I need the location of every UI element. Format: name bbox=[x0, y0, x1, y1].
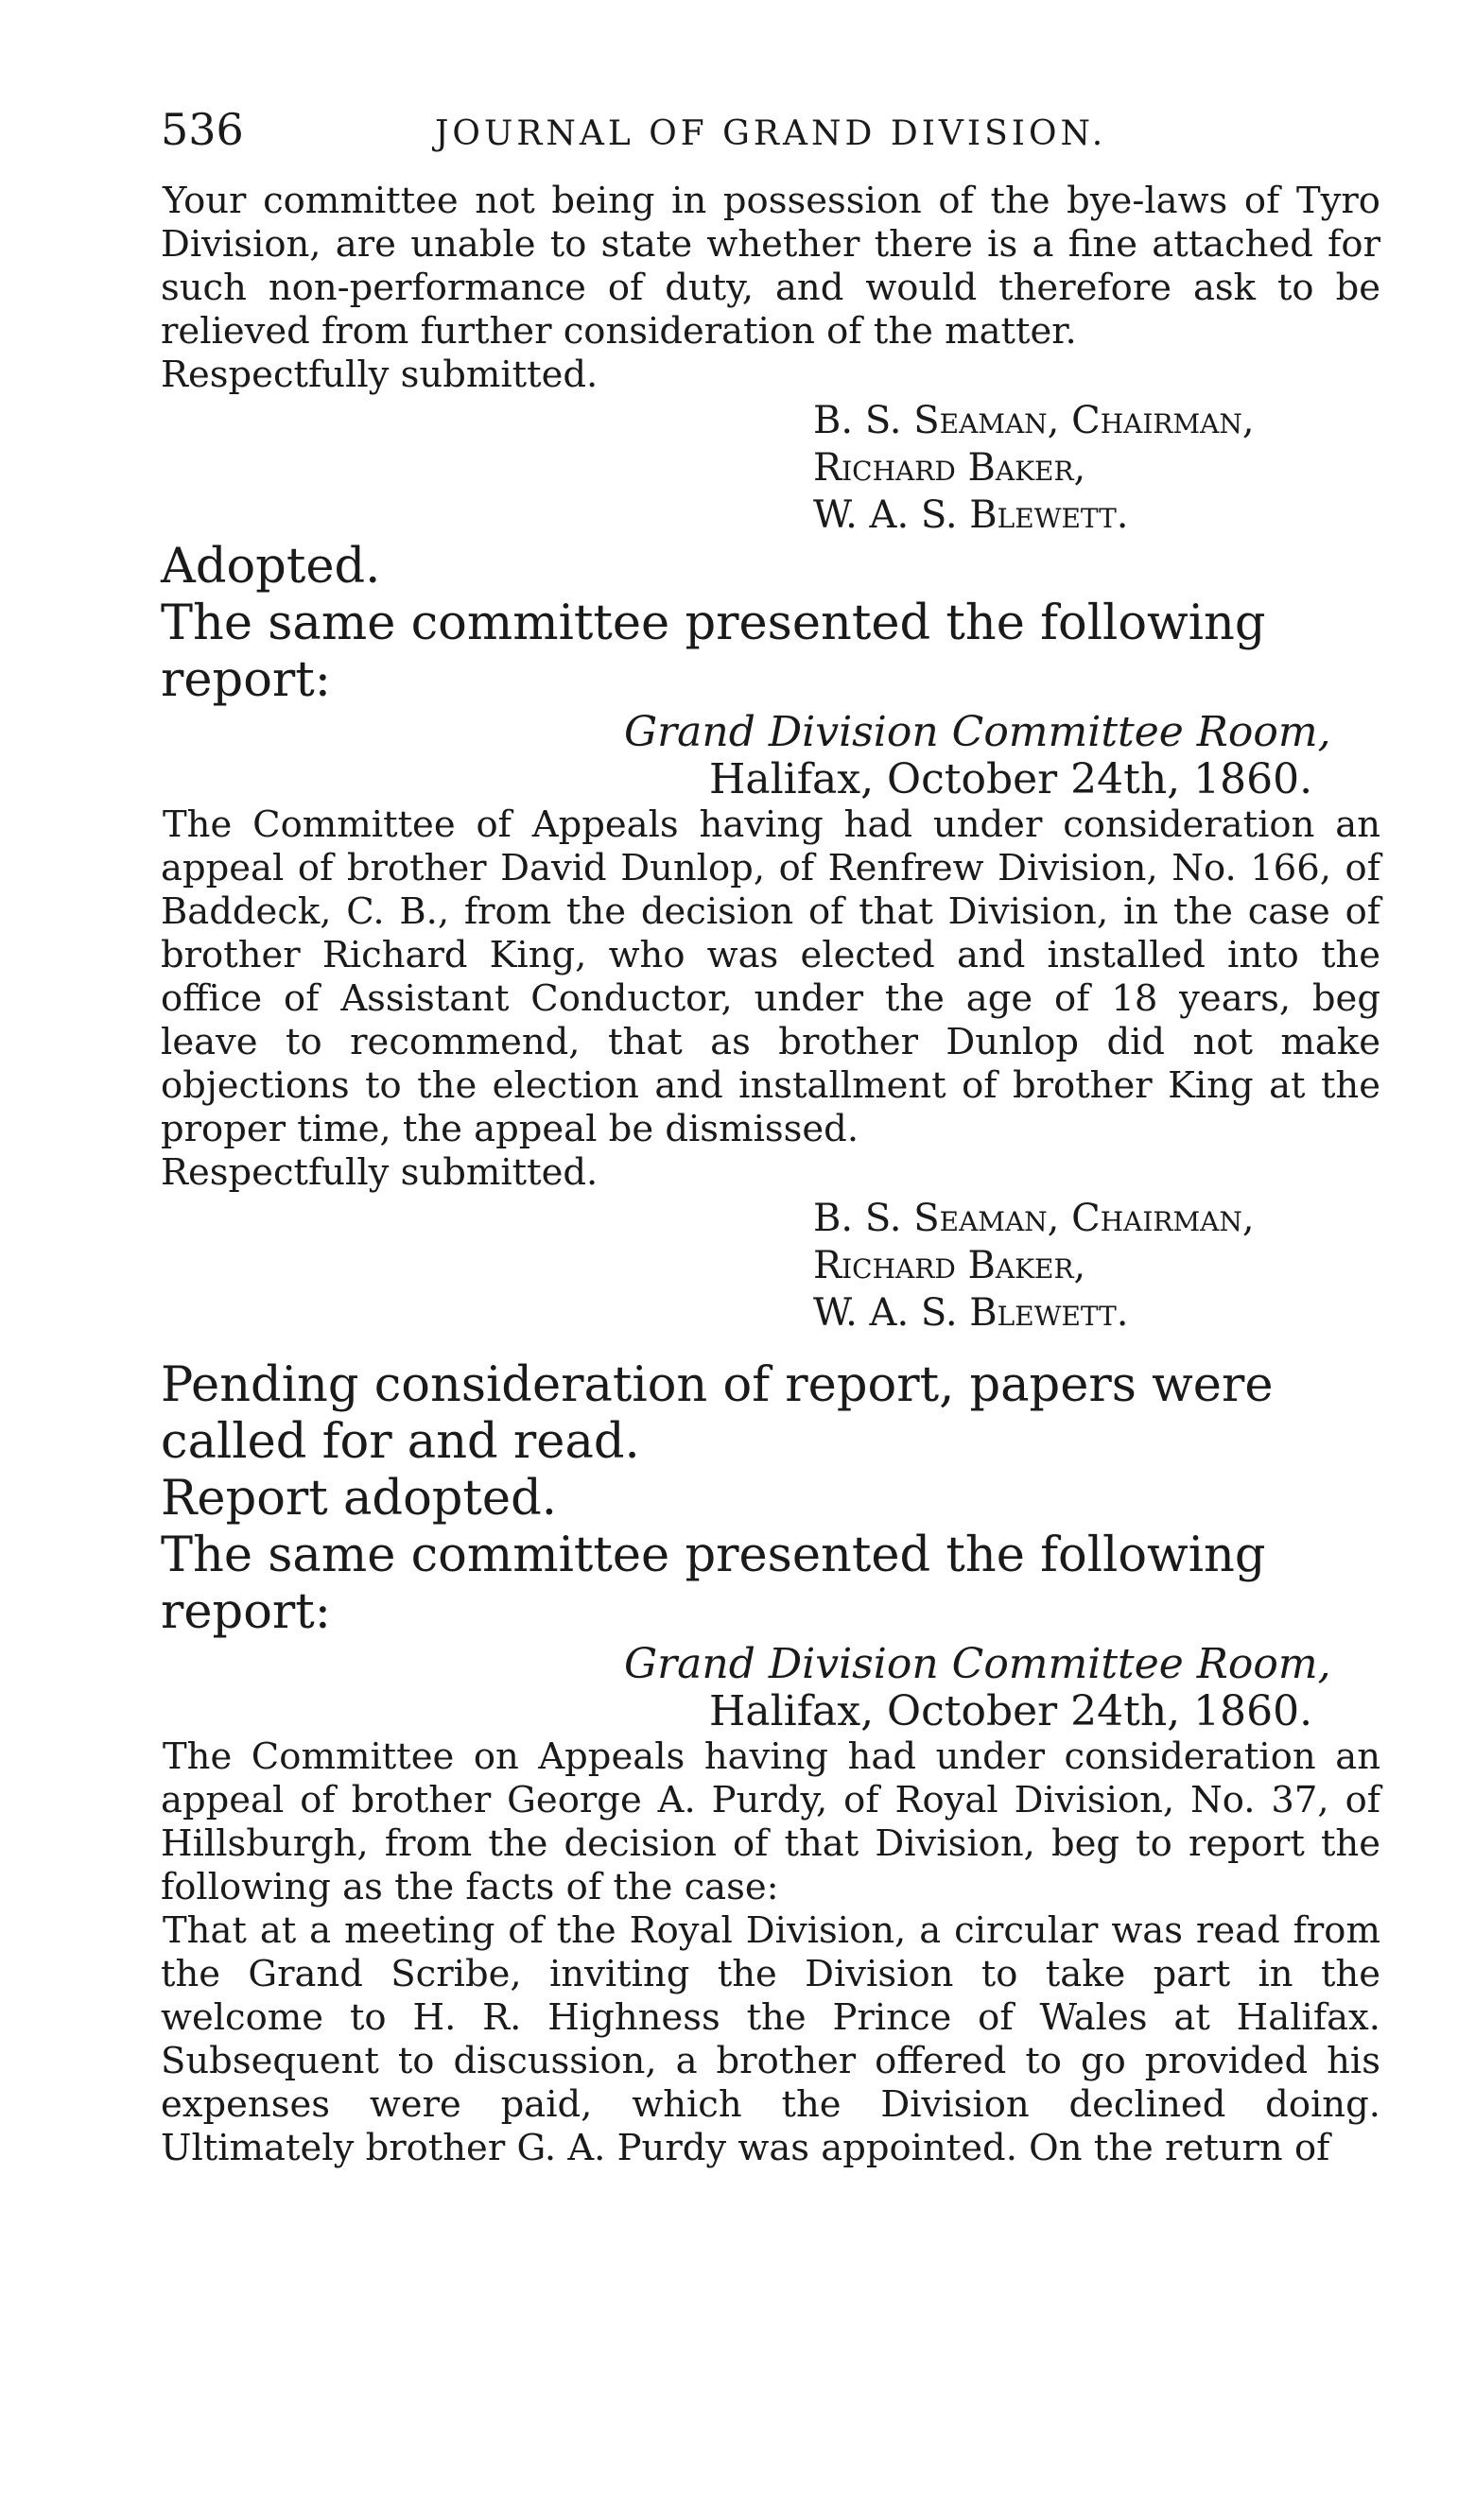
committee-report-purdy bbox=[161, 1735, 1380, 2170]
page-number: 536 bbox=[161, 104, 244, 155]
report-dateline bbox=[161, 709, 1380, 803]
dateline-place: Grand Division Committee Room, bbox=[624, 708, 1331, 756]
signatory-chairman: B. S. Seaman, Chairman, bbox=[813, 1197, 1255, 1240]
signatory-member: W. A. S. Blewett. bbox=[813, 493, 1129, 537]
report-paragraph: The Committee on Appeals having had under consideration an appeal of brother George A. Purdy, of Royal Division, No. 37, of Hillsburgh, from the decision of that Division, beg to report the following as the facts of the case: bbox=[161, 1735, 1380, 1908]
adopted-note: Adopted. bbox=[161, 539, 381, 595]
running-head: JOURNAL OF GRAND DIVISION. bbox=[435, 114, 1107, 153]
closing-line: Respectfully submitted. bbox=[161, 354, 599, 396]
report-paragraph: Your committee not being in possession of the bye-laws of Tyro Division, are unable to state whether there is a fine attached for such non-performance of duty, and would therefore ask to be relieved from further consideration of the matter. bbox=[161, 180, 1380, 353]
document-page bbox=[161, 104, 1380, 2170]
adopted-note: Report adopted. bbox=[161, 1471, 557, 1527]
dateline-date: Halifax, October 24th, 1860. bbox=[709, 755, 1313, 803]
report-dateline bbox=[161, 1641, 1380, 1735]
report-intro: The same committee presented the following report: bbox=[161, 1528, 1266, 1640]
report-paragraph: That at a meeting of the Royal Division, a circular was read from the Grand Scribe, inviting the Division to take part in the welcome to H. R. Highness the Prince of Wales at Halifax. Subsequent to discussion, a brother offered to go provided his expenses were paid, which the Division declined doing. Ultimately brother G. A. Purdy was appointed. On the return of bbox=[161, 1909, 1380, 2169]
pending-note: Pending consideration of report, papers were called for and read. bbox=[161, 1357, 1274, 1470]
signature-block bbox=[813, 1195, 1380, 1337]
signatory-member: Richard Baker, bbox=[813, 1244, 1086, 1287]
page-header bbox=[161, 104, 1380, 180]
report-intro: The same committee presented the following report: bbox=[161, 595, 1266, 708]
signatory-member: Richard Baker, bbox=[813, 446, 1086, 490]
dateline-date: Halifax, October 24th, 1860. bbox=[709, 1687, 1313, 1735]
dateline-place: Grand Division Committee Room, bbox=[624, 1640, 1331, 1688]
report-paragraph: The Committee of Appeals having had under consideration an appeal of brother David Dunlop, of Renfrew Division, No. 166, of Baddeck, C. B., from the decision of that Division, in the case of brother Richard King, who was elected and installed into the office of Assistant Conductor, under the age of 18 years, beg leave to recommend, that as brother Dunlop did not make objections to the election and installment of brother King at the proper time, the appeal be dismissed. bbox=[161, 803, 1380, 1150]
closing-line: Respectfully submitted. bbox=[161, 1151, 599, 1194]
committee-report-dunlop bbox=[161, 803, 1380, 1195]
committee-report-tyro bbox=[161, 180, 1380, 397]
signatory-chairman: B. S. Seaman, Chairman, bbox=[813, 399, 1255, 442]
signatory-member: W. A. S. Blewett. bbox=[813, 1291, 1129, 1335]
signature-block bbox=[813, 397, 1380, 539]
